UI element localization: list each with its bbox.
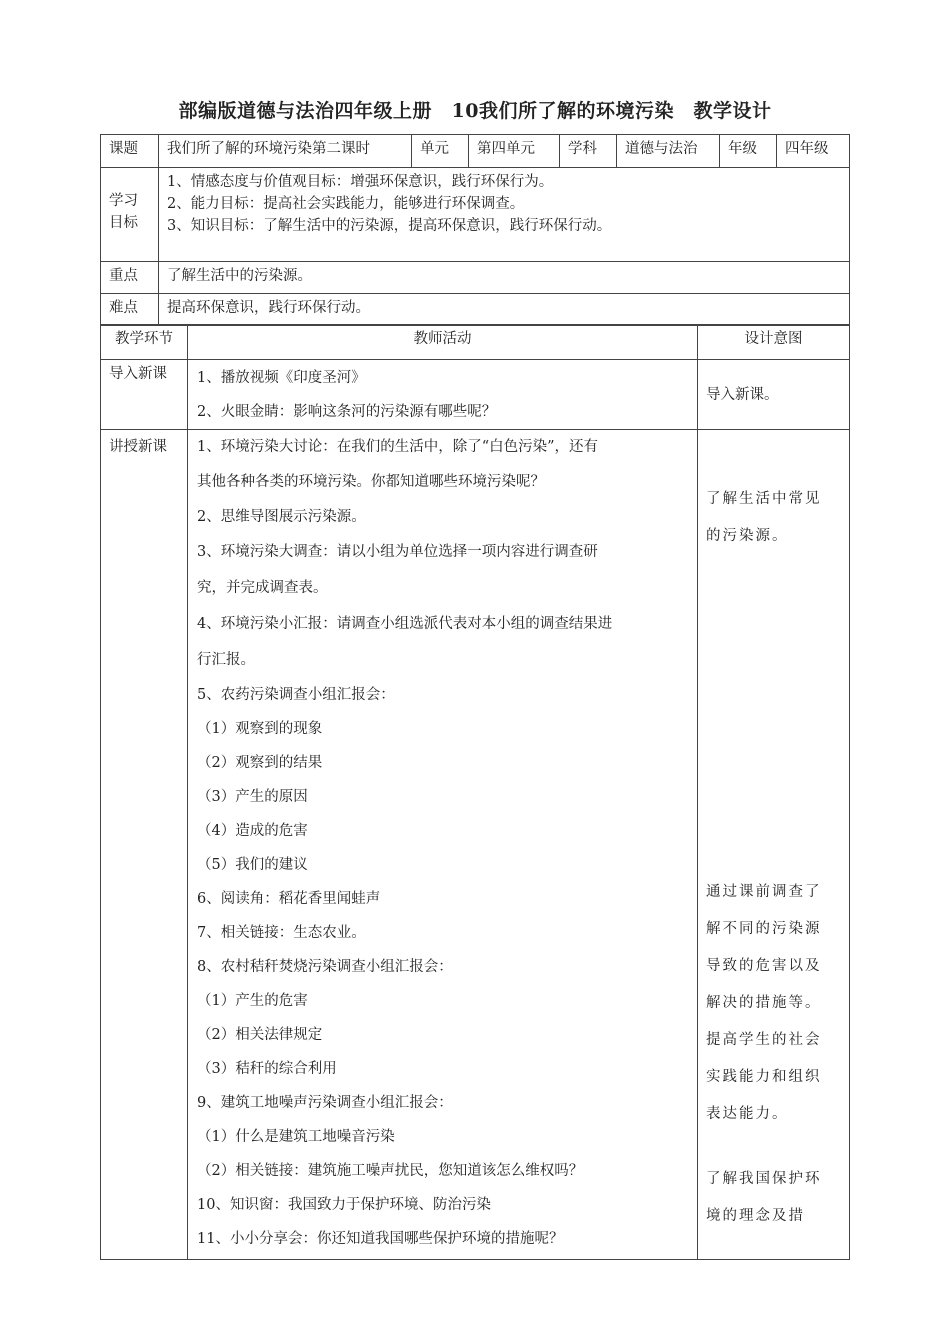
info-row xyxy=(101,135,850,168)
activity-line: （1）产生的危害 xyxy=(197,993,308,1009)
key-point-label: 重点 xyxy=(101,262,159,294)
intent-line: 实践能力和组织 xyxy=(706,1069,822,1085)
intro-row xyxy=(101,360,850,430)
intent-line: 导致的危害以及 xyxy=(706,958,822,974)
activity-line: 1、环境污染大讨论：在我们的生活中，除了“白色污染”，还有 xyxy=(197,439,599,455)
activity-line: 2、思维导图展示污染源。 xyxy=(197,509,366,525)
intent-line: 通过课前调查了 xyxy=(706,884,822,900)
intro-activity xyxy=(188,360,698,430)
objectives-row xyxy=(101,168,850,262)
activity-line: 11、小小分享会：你还知道我国哪些保护环境的措施呢？ xyxy=(197,1231,564,1247)
difficulty-value: 提高环保意识，践行环保行动。 xyxy=(159,294,850,326)
activity-line: （4）造成的危害 xyxy=(197,823,308,839)
key-point-row xyxy=(101,262,850,294)
intent-line: 了解我国保护环 xyxy=(706,1171,822,1187)
activity-line: （3）产生的原因 xyxy=(197,789,308,805)
activity-line: 8、农村秸秆焚烧污染调查小组汇报会： xyxy=(197,959,453,975)
difficulty-label: 难点 xyxy=(101,294,159,326)
unit-label: 单元 xyxy=(412,135,469,168)
lesson-table xyxy=(100,324,850,1260)
intent-line: 境的理念及措 xyxy=(706,1208,805,1224)
key-point-value: 了解生活中的污染源。 xyxy=(159,262,850,294)
objective-item: 1、情感态度与价值观目标：增强环保意识，践行环保行为。 xyxy=(167,174,554,190)
intent-line: 了解生活中常见 xyxy=(706,491,822,507)
intent-line: 提高学生的社会 xyxy=(706,1032,822,1048)
topic-value: 我们所了解的环境污染第二课时 xyxy=(159,135,412,168)
subject-value: 道德与法治 xyxy=(617,135,720,168)
difficulty-row xyxy=(101,294,850,326)
intro-intent: 导入新课。 xyxy=(698,360,850,430)
activity-line: 6、阅读角：稻花香里闻蛙声 xyxy=(197,891,381,907)
intent-line: 表达能力。 xyxy=(706,1106,789,1122)
activity-line: 7、相关链接：生态农业。 xyxy=(197,925,366,941)
activity-line: 2、火眼金睛：影响这条河的污染源有哪些呢？ xyxy=(197,404,497,420)
grade-label: 年级 xyxy=(720,135,777,168)
objectives-list xyxy=(159,168,850,262)
teach-intent xyxy=(698,430,850,1260)
activity-line: 其他各种各类的环境污染。你都知道哪些环境污染呢？ xyxy=(197,474,545,490)
teach-activity xyxy=(188,430,698,1260)
activity-line: （2）相关链接：建筑施工噪声扰民，您知道该怎么维权吗？ xyxy=(197,1163,584,1179)
document-title: 部编版道德与法治四年级上册 10我们所了解的环境污染 教学设计 xyxy=(178,100,772,122)
teach-row xyxy=(101,430,850,1260)
activity-line: 行汇报。 xyxy=(197,652,255,668)
header-row xyxy=(101,325,850,360)
objective-item: 2、能力目标：提高社会实践能力，能够进行环保调查。 xyxy=(167,196,525,212)
info-table xyxy=(100,134,850,326)
activity-line: （3）秸秆的综合利用 xyxy=(197,1061,337,1077)
stage-header: 教学环节 xyxy=(101,325,188,360)
activity-line: （1）什么是建筑工地噪音污染 xyxy=(197,1129,395,1145)
intent-header: 设计意图 xyxy=(698,325,850,360)
unit-value: 第四单元 xyxy=(469,135,560,168)
activity-line: 4、环境污染小汇报：请调查小组选派代表对本小组的调查结果进 xyxy=(197,616,613,632)
intent-line: 的污染源。 xyxy=(706,528,789,544)
activity-header: 教师活动 xyxy=(188,325,698,360)
activity-line: （2）相关法律规定 xyxy=(197,1027,323,1043)
activity-line: （5）我们的建议 xyxy=(197,857,308,873)
intent-line: 解决的措施等。 xyxy=(706,995,822,1011)
activity-line: 1、播放视频《印度圣河》 xyxy=(197,370,366,386)
objectives-label xyxy=(101,168,159,262)
activity-line: （1）观察到的现象 xyxy=(197,721,323,737)
teach-stage: 讲授新课 xyxy=(101,430,188,1260)
grade-value: 四年级 xyxy=(777,135,850,168)
intent-line: 解不同的污染源 xyxy=(706,921,822,937)
activity-line: 9、建筑工地噪声污染调查小组汇报会： xyxy=(197,1095,453,1111)
activity-line: 究，并完成调查表。 xyxy=(197,580,328,596)
activity-line: 3、环境污染大调查：请以小组为单位选择一项内容进行调查研 xyxy=(197,544,598,560)
intro-stage: 导入新课 xyxy=(101,360,188,430)
activity-line: 5、农药污染调查小组汇报会： xyxy=(197,687,395,703)
topic-label: 课题 xyxy=(101,135,159,168)
objectives-label-line: 目标 xyxy=(109,215,138,231)
subject-label: 学科 xyxy=(560,135,617,168)
objectives-label-line: 学习 xyxy=(109,193,138,209)
objective-item: 3、知识目标：了解生活中的污染源，提高环保意识，践行环保行动。 xyxy=(167,218,612,234)
activity-line: （2）观察到的结果 xyxy=(197,755,323,771)
activity-line: 10、知识窗：我国致力于保护环境、防治污染 xyxy=(197,1197,491,1213)
